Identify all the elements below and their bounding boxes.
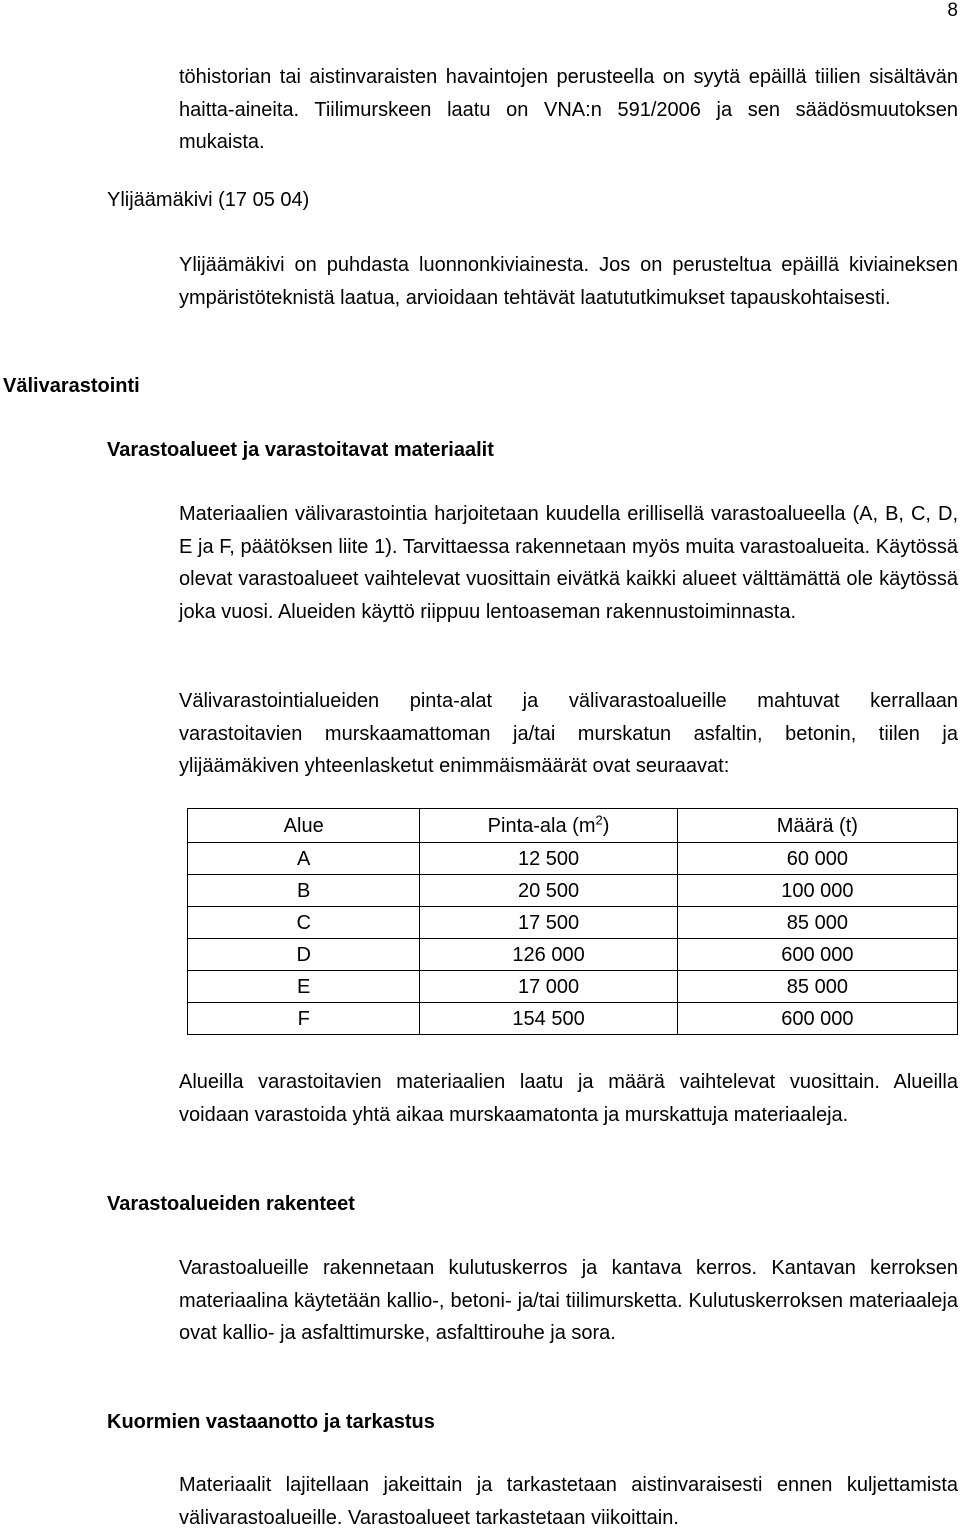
cell-amount: 85 000 [677,907,957,939]
cell-area: D [188,939,420,971]
cell-size: 126 000 [420,939,677,971]
cell-area: C [188,907,420,939]
cell-amount: 100 000 [677,875,957,907]
page-number: 8 [947,0,958,21]
continued-paragraph: töhistorian tai aistinvaraisten havaintojen perusteella on syytä epäillä tiilien sisältävän haitta-aineita. Tiilimurskeen laatu on VNA:n 591/2006 ja sen säädösmuutoksen mukaista. [179,66,958,153]
cell-size: 17 500 [420,907,677,939]
subheading-ylijaamakivi: Ylijäämäkivi (17 05 04) [107,189,310,211]
table-header-row [188,809,958,843]
cell-size: 12 500 [420,843,677,875]
paragraph-alueilla: Alueilla varastoitavien materiaalien laatu ja määrä vaihtelevat vuosittain. Alueilla voidaan varastoida yhtä aikaa murskaamatonta ja murskattuja materiaaleja. [179,1071,958,1126]
cell-area: B [188,875,420,907]
paragraph-kuormien: Materiaalit lajitellaan jakeittain ja tarkastetaan aistinvaraisesti ennen kuljettamista välivarastoalueille. Varastoalueet tarkastetaan viikoittain. [179,1474,958,1529]
paragraph-rakenteet: Varastoalueille rakennetaan kulutuskerros ja kantava kerros. Kantavan kerroksen materiaalina käytetään kallio-, betoni- ja/tai tiilimursketta. Kulutuskerroksen materiaaleja ovat kallio- ja asfalttimurske, asfalttirouhe ja sora. [179,1257,958,1344]
cell-size: 20 500 [420,875,677,907]
heading-kuormien: Kuormien vastaanotto ja tarkastus [107,1411,435,1433]
cell-area: E [188,971,420,1003]
cell-amount: 600 000 [677,1003,957,1035]
ylijaamakivi-paragraph: Ylijäämäkivi on puhdasta luonnonkiviainesta. Jos on perusteltua epäillä kiviaineksen ympäristöteknistä laatua, arvioidaan tehtävät laatututkimukset tapauskohtaisesti. [179,254,958,309]
table-row [188,939,958,971]
heading-rakenteet: Varastoalueiden rakenteet [107,1193,355,1215]
area-table [187,808,958,1035]
cell-size: 17 000 [420,971,677,1003]
cell-area: A [188,843,420,875]
table-row [188,907,958,939]
heading-varastoalueet: Varastoalueet ja varastoitavat materiaalit [107,439,494,461]
table-row [188,875,958,907]
paragraph-pinta-alat: Välivarastointialueiden pinta-alat ja välivarastoalueille mahtuvat kerrallaan varastoitavien murskaamattoman ja/tai murskatun asfaltin, betonin, tiilen ja ylijäämäkiven yhteenlasketut enimmäismäärät ovat seuraavat: [179,690,958,777]
cell-amount: 60 000 [677,843,957,875]
header-size: Pinta-ala $(m^2)$ [420,809,677,843]
table-row [188,1003,958,1035]
cell-size: 154 500 [420,1003,677,1035]
cell-area: F [188,1003,420,1035]
cell-amount: 600 000 [677,939,957,971]
section-title: Välivarastointi [3,375,140,397]
header-area: Alue [188,809,420,843]
cell-amount: 85 000 [677,971,957,1003]
table-row [188,971,958,1003]
paragraph-materiaalien: Materiaalien välivarastointia harjoitetaan kuudella erillisellä varastoalueella (A, B, C, D, E ja F, päätöksen liite 1). Tarvittaessa rakennetaan myös muita varastoalueita. Käytössä olevat varastoalueet vaihtelevat vuosittain eivätkä kaikki alueet välttämättä ole käytössä joka vuosi. Alueiden käyttö riippuu lentoaseman rakennustoiminnasta. [179,503,958,623]
table-row [188,843,958,875]
header-amount: Määrä (t) [677,809,957,843]
